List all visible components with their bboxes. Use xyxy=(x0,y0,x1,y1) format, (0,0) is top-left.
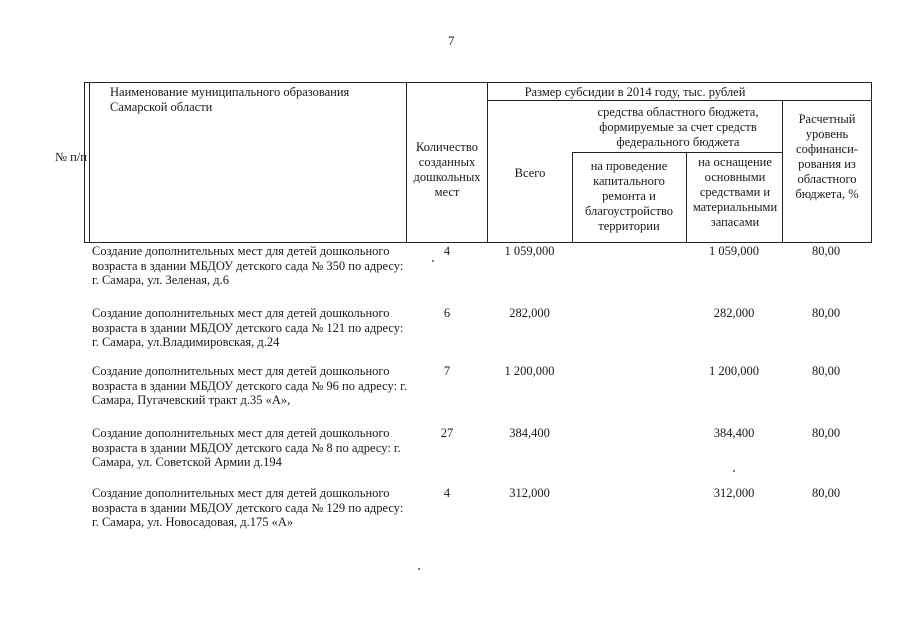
row-3-name: Создание дополнительных мест для детей дошкольного возраста в здании МБДОУ детского сада № 96 по адресу: г. Самара, Пугачевский тракт д.35 «А», xyxy=(92,364,408,407)
header-repair: на проведение капитального ремонта и благоустройство территории xyxy=(584,159,674,233)
row-1-equipment: 1 059,000 xyxy=(709,244,759,258)
row-5-equipment: 312,000 xyxy=(713,486,755,500)
row-5-total: 312,000 xyxy=(509,486,550,500)
row-4-equipment: 384,400 xyxy=(713,426,755,440)
row-2-total: 282,000 xyxy=(509,306,550,320)
row-4-total: 384,400 xyxy=(509,426,550,440)
header-quantity: Количество созданных дошкольных мест xyxy=(413,140,481,199)
row-4-percent: 80,00 xyxy=(811,426,841,440)
header-divider xyxy=(487,82,488,242)
row-4-quantity: 27 xyxy=(440,426,454,440)
header-number: № п/п xyxy=(55,150,87,164)
scan-speck xyxy=(418,568,420,570)
row-1-name: Создание дополнительных мест для детей дошкольного возраста в здании МБДОУ детского сада № 350 по адресу: г. Самара, ул. Зеленая, д.6 xyxy=(92,244,404,287)
row-5-name: Создание дополнительных мест для детей дошкольного возраста в здании МБДОУ детского сада № 129 по адресу: г. Самара, ул. Новосадовая, д.175 «А» xyxy=(92,486,404,529)
row-2-name: Создание дополнительных мест для детей дошкольного возраста в здании МБДОУ детского сада № 121 по адресу: г. Самара, ул.Владимировская, д.24 xyxy=(92,306,404,349)
row-5-percent: 80,00 xyxy=(811,486,841,500)
header-divider xyxy=(782,100,783,242)
header-divider xyxy=(686,152,687,242)
header-total: Всего xyxy=(514,166,546,180)
row-2-equipment: 282,000 xyxy=(713,306,755,320)
header-subsidy: Размер субсидии в 2014 году, тыс. рублей xyxy=(524,85,746,99)
row-2-percent: 80,00 xyxy=(811,306,841,320)
header-divider xyxy=(487,100,871,101)
row-5-quantity: 4 xyxy=(443,486,451,500)
row-3-total: 1 200,000 xyxy=(504,364,555,378)
header-name: Наименование муниципального образования Самарской области xyxy=(110,85,350,114)
header-divider xyxy=(406,82,407,242)
scan-speck xyxy=(432,260,434,262)
scan-speck xyxy=(733,470,735,472)
row-3-percent: 80,00 xyxy=(811,364,841,378)
header-divider xyxy=(89,82,90,242)
row-1-total: 1 059,000 xyxy=(504,244,555,258)
row-3-quantity: 7 xyxy=(443,364,451,378)
page-number: 7 xyxy=(448,33,455,48)
row-1-quantity: 4 xyxy=(443,244,451,258)
row-4-name: Создание дополнительных мест для детей дошкольного возраста в здании МБДОУ детского сада № 8 по адресу: г. Самара, ул. Советской Армии д.194 xyxy=(92,426,401,469)
row-1-percent: 80,00 xyxy=(811,244,841,258)
row-2-quantity: 6 xyxy=(443,306,451,320)
header-federal-group: средства областного бюджета, формируемые за счет средств федерального бюджета xyxy=(597,105,759,149)
header-equipment: на оснащение основными средствами и материальными запасами xyxy=(692,155,778,229)
header-divider xyxy=(572,152,782,153)
row-3-equipment: 1 200,000 xyxy=(709,364,759,378)
header-percent: Расчетный уровень софинансирования из областного бюджета, % xyxy=(795,112,859,201)
